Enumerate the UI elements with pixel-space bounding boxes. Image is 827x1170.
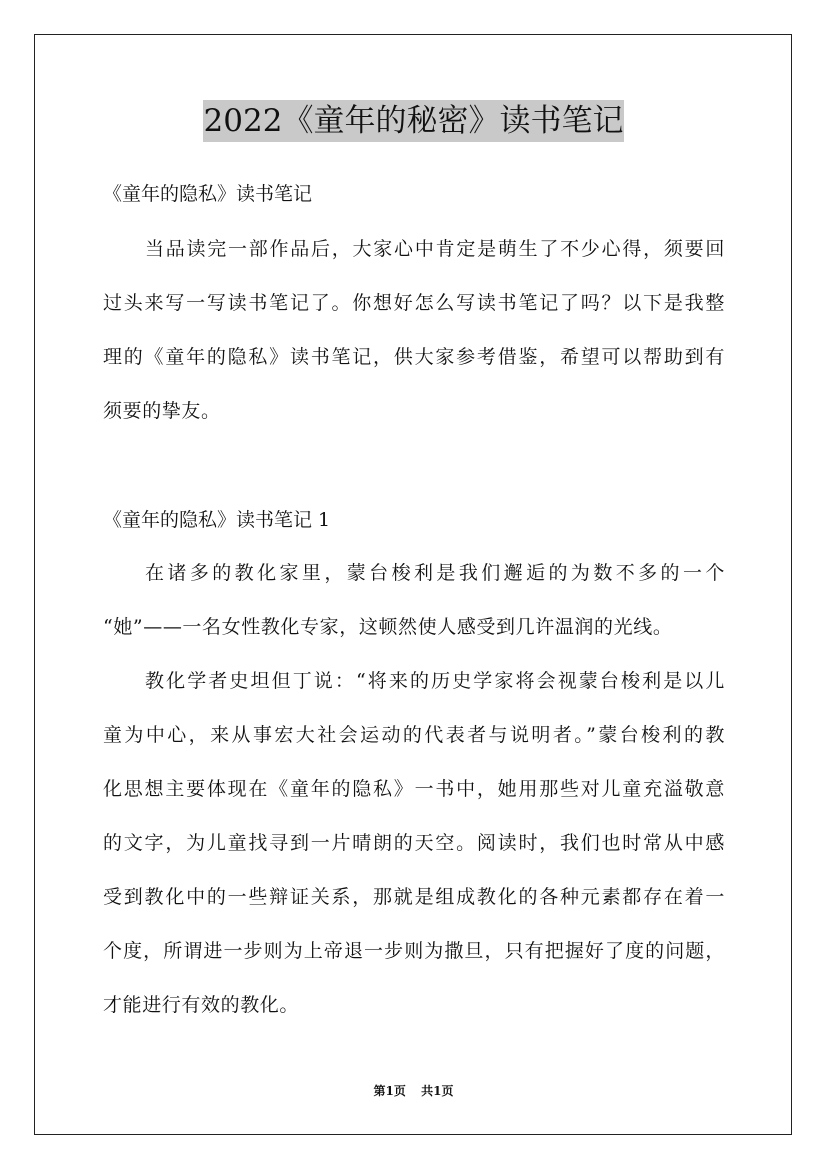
paragraph-line: 的文字，为儿童找寻到一片晴朗的天空。阅读时，我们也时常从中感	[103, 832, 725, 854]
paragraph-line: 在诸多的教化家里，蒙台梭利是我们邂逅的为数不多的一个	[145, 562, 725, 584]
paragraph-line: 才能进行有效的教化。	[103, 994, 300, 1016]
document-title: 2022《童年的秘密》读书笔记	[203, 100, 625, 142]
title-container	[0, 100, 827, 142]
paragraph-line: 化思想主要体现在《童年的隐私》一书中，她用那些对儿童充溢敬意	[103, 778, 725, 800]
intro-paragraph	[103, 222, 725, 438]
paragraph-line: 当品读完一部作品后，大家心中肯定是萌生了不少心得，须要回	[145, 238, 725, 260]
section-heading-intro: 《童年的隐私》读书笔记	[103, 183, 313, 205]
paragraph-line: 受到教化中的一些辩证关系，那就是组成教化的各种元素都存在着一	[103, 886, 725, 908]
footer-spacer	[410, 1084, 418, 1098]
note-paragraph-2	[103, 654, 725, 1032]
paragraph-line: 过头来写一写读书笔记了。你想好怎么写读书笔记了吗？以下是我整	[103, 292, 725, 314]
paragraph-line: 童为中心，来从事宏大社会运动的代表者与说明者。”蒙台梭利的教	[103, 724, 725, 746]
paragraph-line: 教化学者史坦但丁说：“将来的历史学家将会视蒙台梭利是以儿	[145, 670, 725, 692]
paragraph-line: 须要的挚友。	[103, 400, 221, 422]
paragraph-line: 个度，所谓进一步则为上帝退一步则为撒旦，只有把握好了度的问题，	[103, 940, 725, 962]
note-paragraph-1	[103, 546, 725, 654]
paragraph-line: “她”——一名女性教化专家，这顿然使人感受到几许温润的光线。	[103, 616, 673, 638]
paragraph-line: 理的《童年的隐私》读书笔记，供大家参考借鉴，希望可以帮助到有	[103, 346, 725, 368]
section-heading-note-1: 《童年的隐私》读书笔记 1	[103, 509, 331, 531]
page-total: 共1页	[421, 1084, 454, 1098]
page-number: 第1页	[373, 1084, 406, 1098]
page-footer	[0, 1083, 827, 1099]
